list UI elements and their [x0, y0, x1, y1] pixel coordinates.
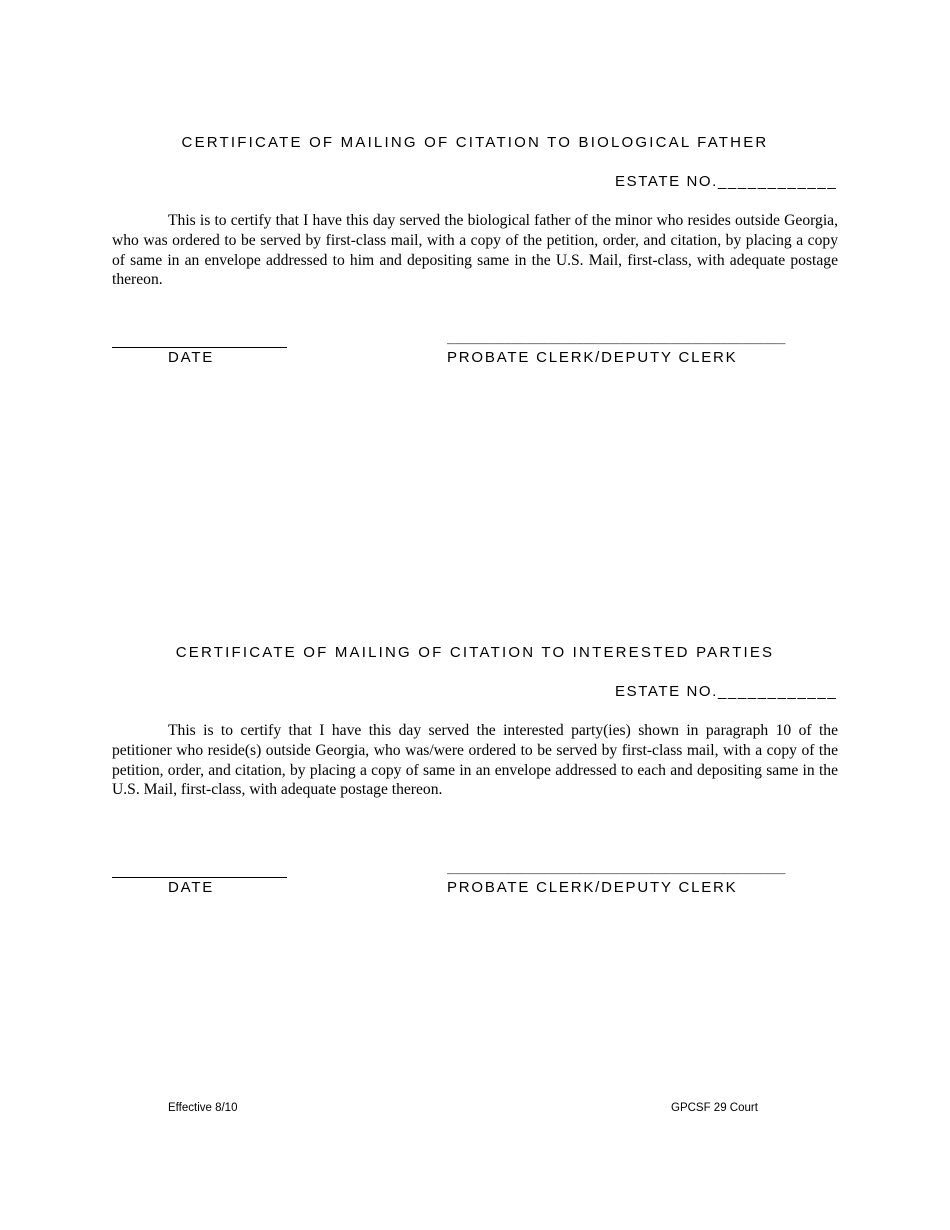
certificate-father-signature-line: _______________________________________________	[447, 333, 786, 347]
certificate-father-estate-no: ESTATE NO.____________	[615, 173, 838, 190]
certificate-father-date-line	[112, 347, 287, 348]
footer-form-id: GPCSF 29 Court	[671, 1102, 758, 1114]
certificate-parties-body: This is to certify that I have this day served the interested party(ies) shown in paragraph 10 of the petitioner who reside(s) outside Georgia, who was/were ordered to be served by first-class mail, with a copy of the petition, order, and citation, by placing a copy of same in an envelope addressed to each and depositing same in the U.S. Mail, first-class, with adequate postage thereon.	[112, 722, 838, 799]
certificate-parties-signature-line: _______________________________________________	[447, 863, 786, 877]
certificate-father-body: This is to certify that I have this day served the biological father of the minor who resides outside Georgia, who was ordered to be served by first-class mail, with a copy of the petition, order, and citation, by placing a copy of same in an envelope addressed to him and depositing same in the U.S. Mail, first-class, with adequate postage thereon.	[112, 212, 838, 289]
certificate-father-title: CERTIFICATE OF MAILING OF CITATION TO BIOLOGICAL FATHER	[181, 134, 769, 151]
certificate-parties-date-label: DATE	[168, 879, 215, 896]
certificate-parties-date-line	[112, 877, 287, 878]
certificate-parties-estate-no: ESTATE NO.____________	[615, 683, 838, 700]
certificate-father-signature-label: PROBATE CLERK/DEPUTY CLERK	[447, 349, 738, 366]
certificate-father-date-label: DATE	[168, 349, 215, 366]
certificate-parties-signature-label: PROBATE CLERK/DEPUTY CLERK	[447, 879, 738, 896]
certificate-parties-title: CERTIFICATE OF MAILING OF CITATION TO INTERESTED PARTIES	[175, 644, 775, 661]
footer-effective-date: Effective 8/10	[168, 1102, 238, 1114]
